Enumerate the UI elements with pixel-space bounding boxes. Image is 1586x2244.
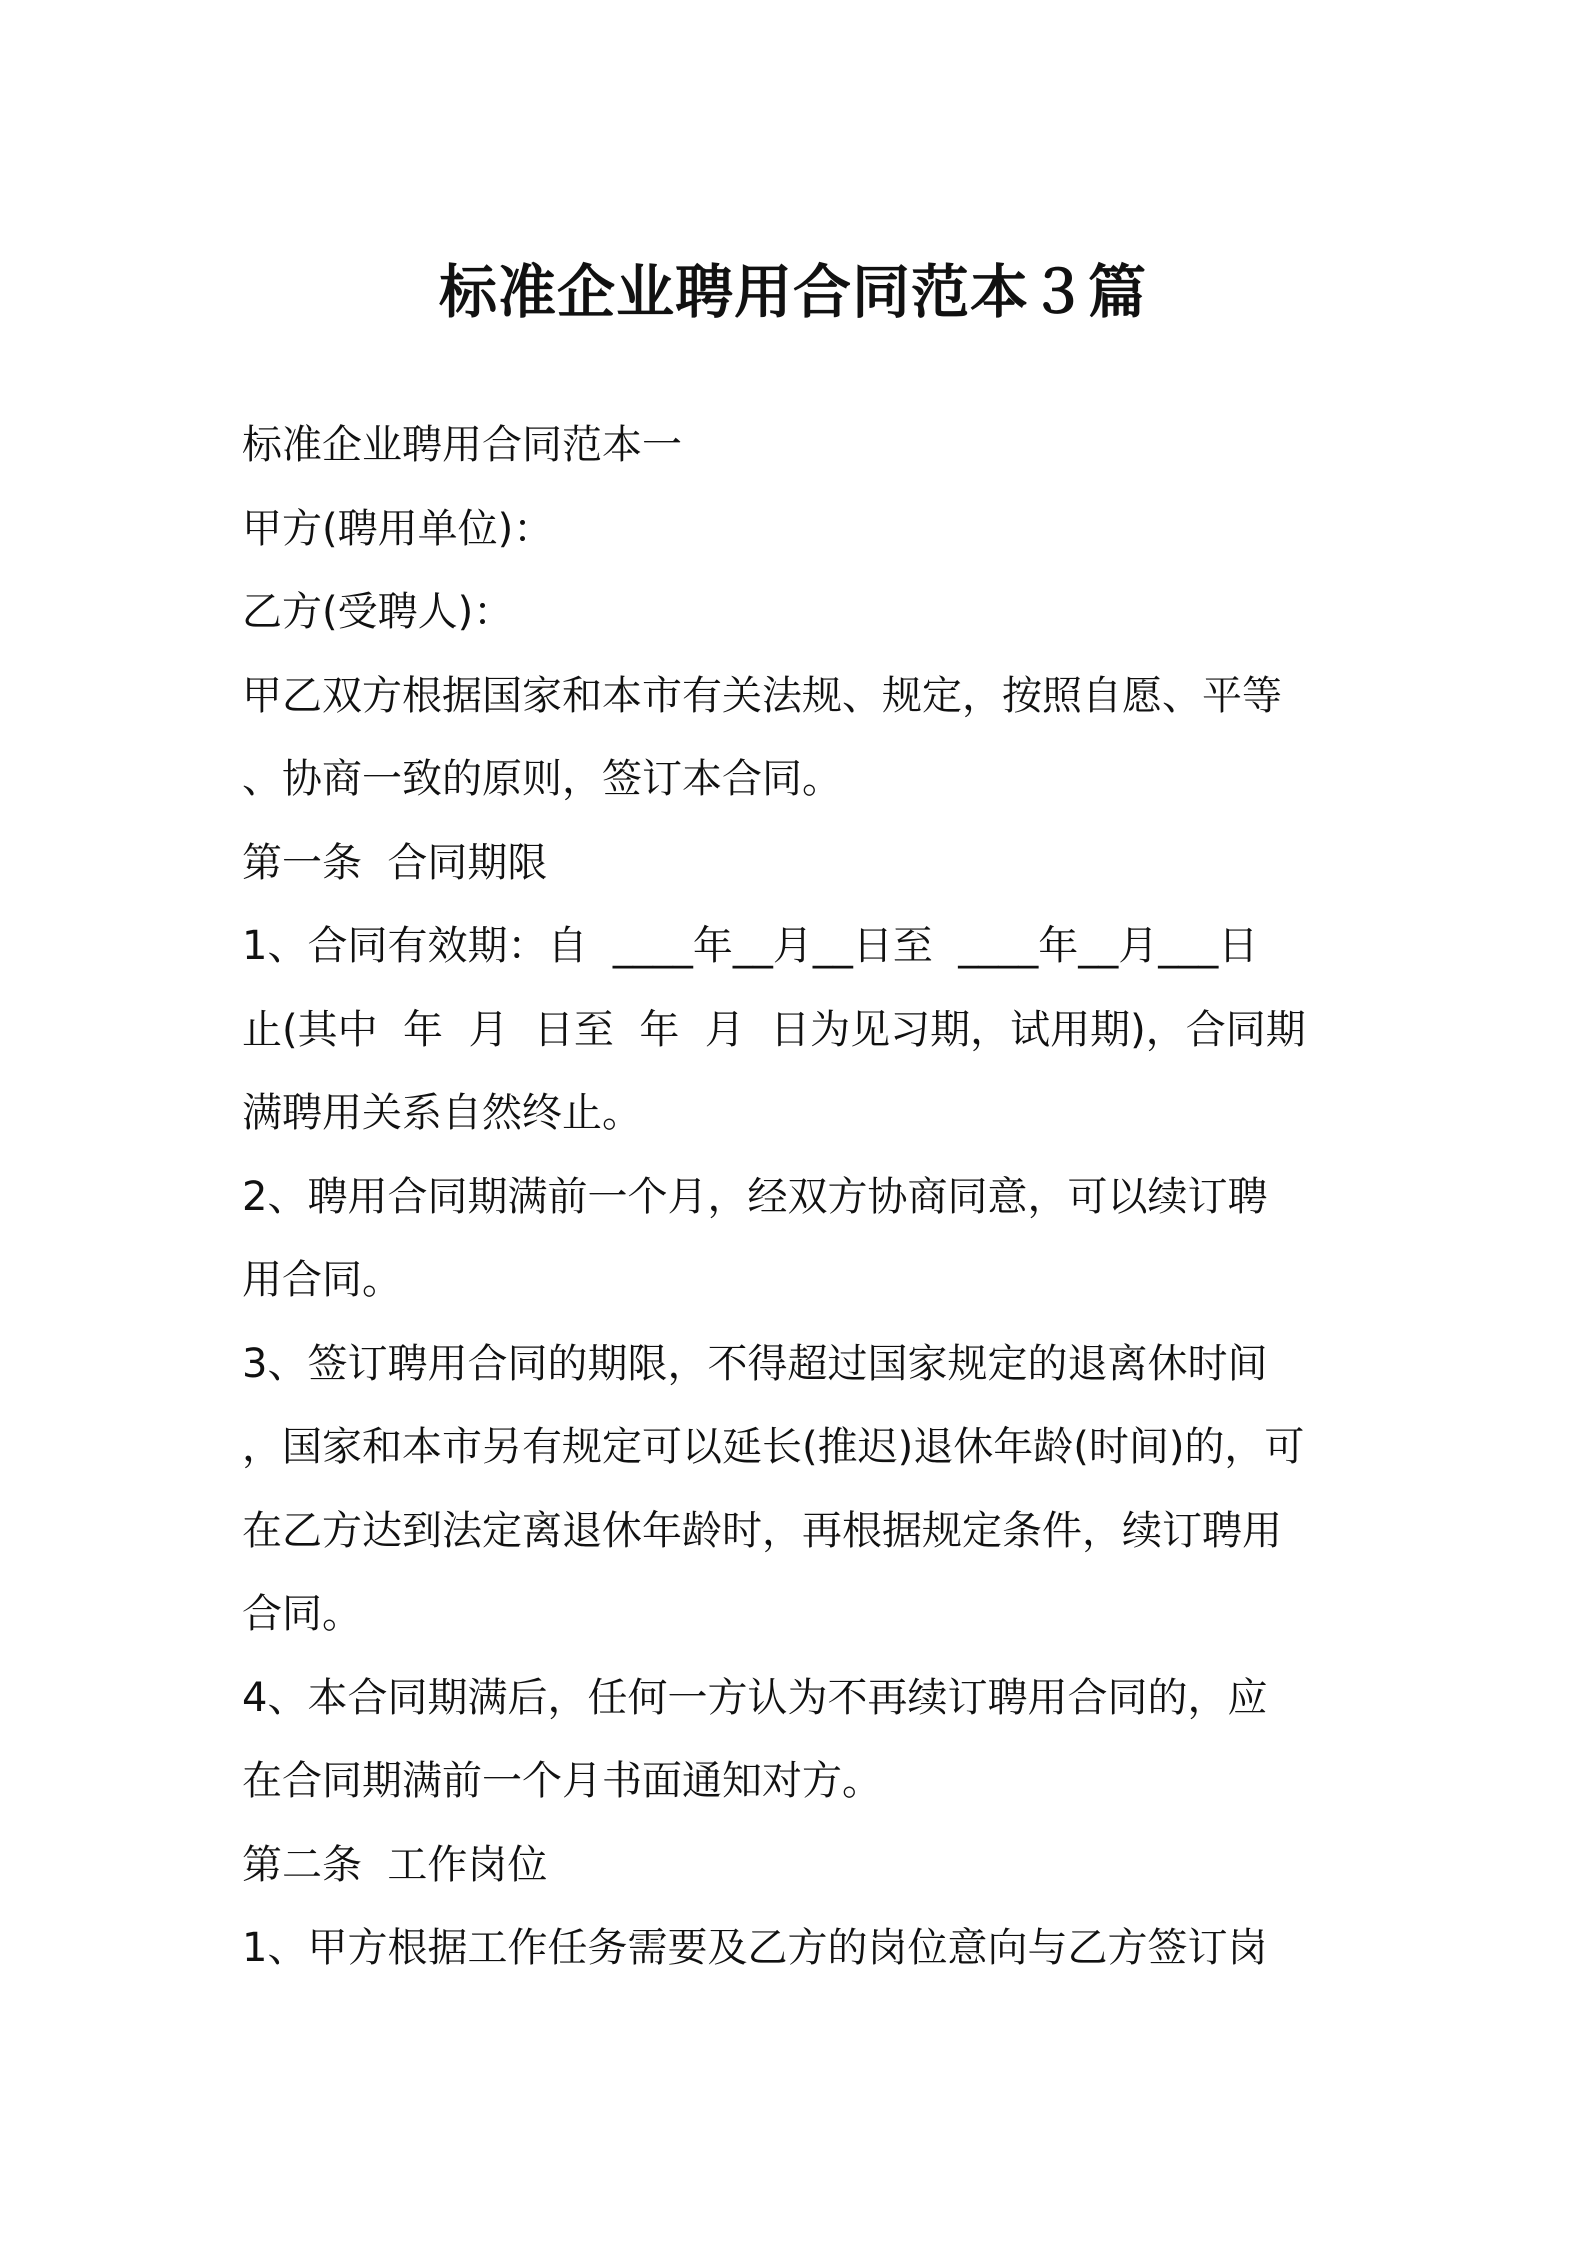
- article-heading: 第一条 合同期限: [242, 839, 548, 886]
- document-body: [242, 404, 1362, 1991]
- body-line: ，国家和本市另有规定可以延长(推迟)退休年龄(时间)的，可: [242, 1424, 1305, 1470]
- body-line: 在乙方达到法定离退休年龄时，再根据规定条件，续订聘用: [242, 1507, 1282, 1554]
- document-title: 标准企业聘用合同范本３篇: [438, 258, 1147, 326]
- body-line: 甲乙双方根据国家和本市有关法规、规定，按照自愿、平等: [242, 672, 1282, 719]
- body-line: 满聘用关系自然终止。: [242, 1090, 642, 1136]
- body-line: 2、聘用合同期满前一个月，经双方协商同意，可以续订聘: [242, 1173, 1268, 1220]
- body-line: 合同。: [242, 1591, 362, 1637]
- body-line: 1、甲方根据工作任务需要及乙方的岗位意向与乙方签订岗: [242, 1925, 1268, 1971]
- body-line: 、协商一致的原则，签订本合同。: [242, 756, 842, 802]
- party-b-line: 乙方(受聘人)：: [242, 589, 514, 635]
- party-a-line: 甲方(聘用单位)：: [242, 505, 554, 552]
- body-line: 3、签订聘用合同的期限，不得超过国家规定的退离休时间: [242, 1340, 1268, 1387]
- body-line: 4、本合同期满后，任何一方认为不再续订聘用合同的，应: [242, 1674, 1268, 1721]
- body-line: 用合同。: [242, 1257, 402, 1303]
- body-line: 1、合同有效期：自 ____年__月__日至 ____年__月___日: [242, 923, 1259, 969]
- body-line: 在合同期满前一个月书面通知对方。: [242, 1758, 882, 1804]
- section-heading-contract-one: 标准企业聘用合同范本一: [242, 422, 682, 468]
- body-line: 止(其中 年 月 日至 年 月 日为见习期，试用期)，合同期: [242, 1006, 1306, 1053]
- article-heading: 第二条 工作岗位: [242, 1841, 548, 1888]
